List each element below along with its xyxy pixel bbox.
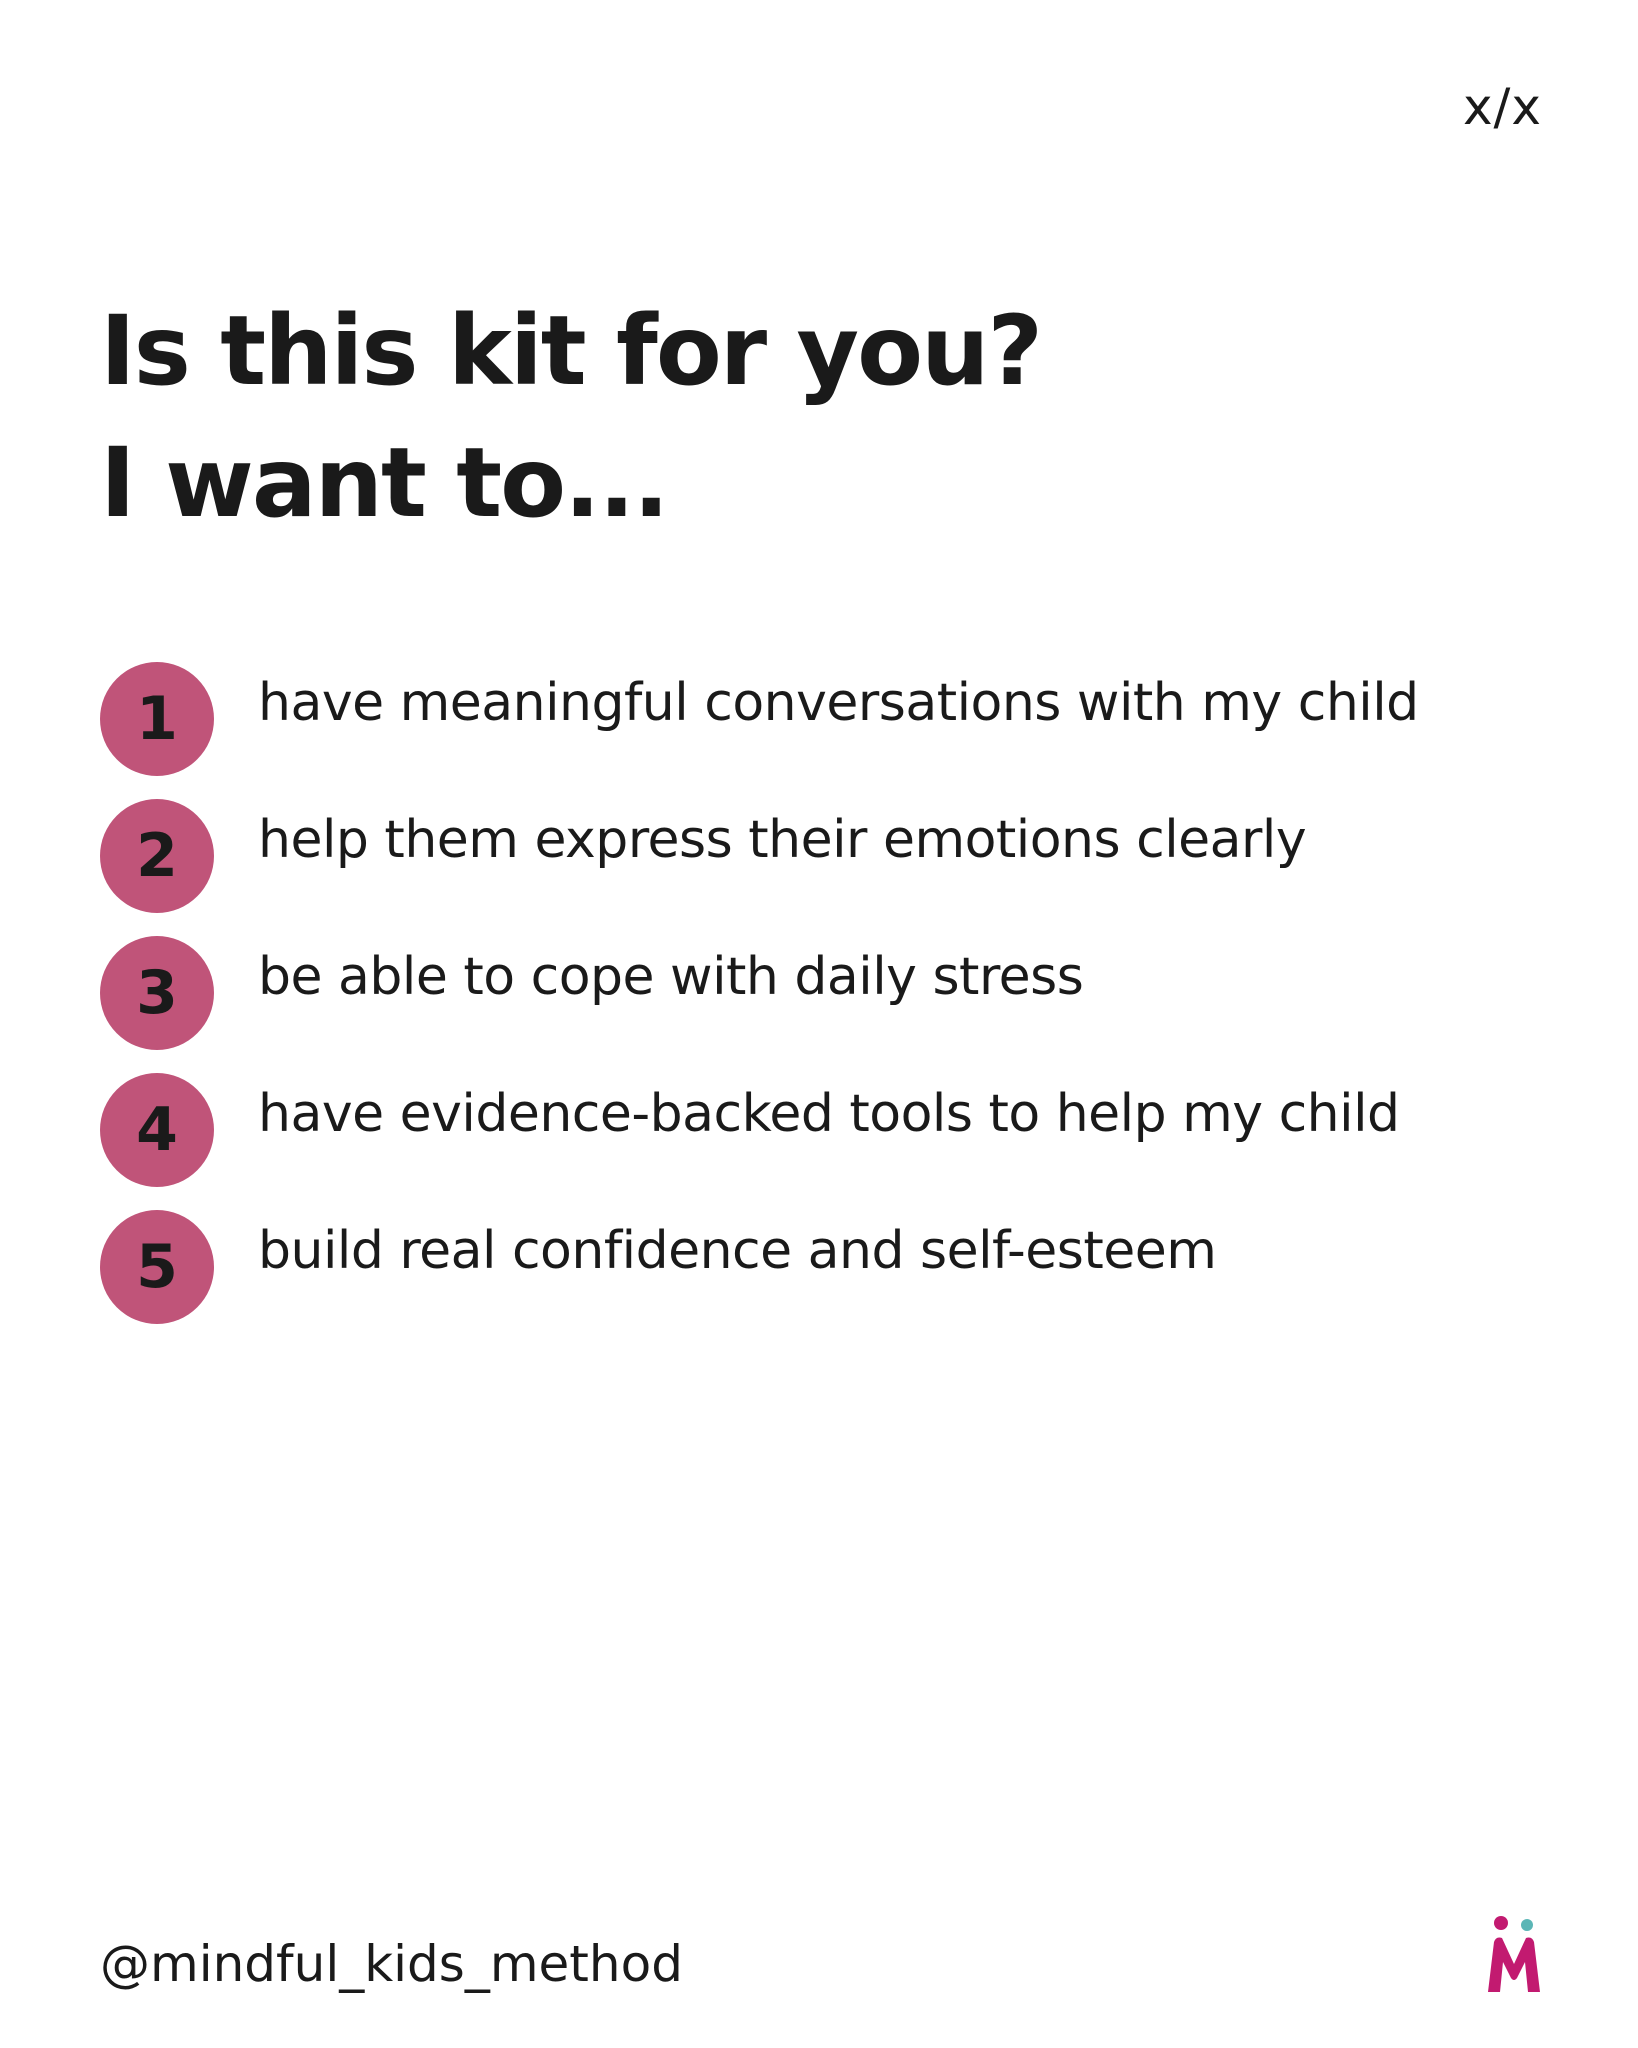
mindful-kids-logo-icon: [1484, 1912, 1544, 1996]
list-item-text: help them express their emotions clearly: [258, 810, 1307, 870]
list-item: [100, 1210, 1540, 1324]
benefits-list: [100, 662, 1540, 1347]
logo-letter-m: [1488, 1938, 1540, 1993]
list-item-text: have evidence-backed tools to help my child: [258, 1084, 1400, 1144]
list-item: [100, 1073, 1540, 1187]
page-title: [100, 285, 1041, 549]
list-item: [100, 936, 1540, 1050]
list-item: [100, 662, 1540, 776]
list-item-text: have meaningful conversations with my child: [258, 673, 1419, 733]
number-badge: 5: [100, 1210, 214, 1324]
page-counter: x/x: [1462, 78, 1542, 136]
social-handle: @mindful_kids_method: [100, 1935, 683, 1993]
headline-line-1: Is this kit for you?: [100, 295, 1042, 407]
logo-dot-magenta: [1494, 1916, 1508, 1930]
list-item-text: build real confidence and self-esteem: [258, 1221, 1217, 1281]
number-badge: 4: [100, 1073, 214, 1187]
number-badge: 1: [100, 662, 214, 776]
logo-dot-teal: [1521, 1919, 1533, 1931]
number-badge: 3: [100, 936, 214, 1050]
list-item-text: be able to cope with daily stress: [258, 947, 1084, 1007]
headline-line-2: I want to...: [100, 427, 668, 539]
list-item: [100, 799, 1540, 913]
number-badge: 2: [100, 799, 214, 913]
